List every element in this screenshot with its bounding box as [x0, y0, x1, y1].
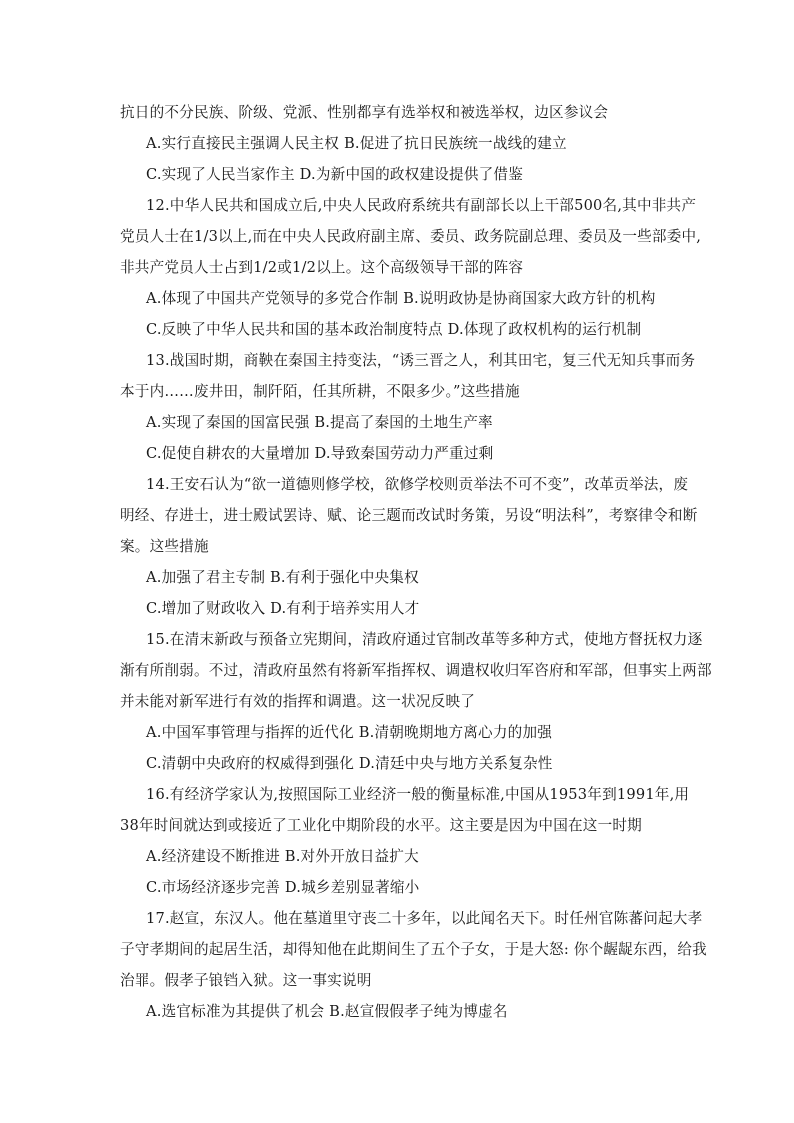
option-line: A.加强了君主专制 B.有利于强化中央集权 [146, 569, 419, 586]
option-line: C.清朝中央政府的权威得到强化 D.清廷中央与地方关系复杂性 [146, 755, 553, 772]
option-line: C.实现了人民当家作主 D.为新中国的政权建设提供了借鉴 [146, 166, 524, 183]
text-line: 治罪。假孝子锒铛入狱。这一事实说明 [120, 972, 372, 989]
text-line: 38年时间就达到或接近了工业化中期阶段的水平。这主要是因为中国在这一时期 [120, 817, 642, 834]
question-17-line: 17.赵宣，东汉人。他在墓道里守丧二十多年，以此闻名天下。时任州官陈蕃问起大孝 [146, 910, 703, 927]
question-12-line: 12.中华人民共和国成立后,中央人民政府系统共有副部长以上干部500名,其中非共产 [146, 197, 697, 214]
option-line: A.中国军事管理与指挥的近代化 B.清朝晚期地方离心力的加强 [146, 724, 553, 741]
text-line: 渐有所削弱。不过，清政府虽然有将新军指挥权、调遣权收归军咨府和军部，但事实上两部 [120, 662, 712, 679]
option-line: C.促使自耕农的大量增加 D.导致秦国劳动力严重过剩 [146, 445, 494, 462]
text-line: 明经、存进士，进士殿试罢诗、赋、论三题而改试时务策，另设“明法科”，考察律令和断 [120, 507, 698, 524]
option-line: A.体现了中国共产党领导的多党合作制 B.说明政协是协商国家大政方针的机构 [146, 290, 656, 307]
text-line: 党员人士在1/3以上,而在中央人民政府副主席、委员、政务院副总理、委员及一些部委中, [120, 228, 702, 245]
text-line: 本于内……废井田，制阡陌，任其所耕，不限多少。”这些措施 [120, 383, 520, 400]
question-16-line: 16.有经济学家认为,按照国际工业经济一般的衡量标准,中国从1953年到1991年,用 [146, 786, 690, 803]
option-line: C.市场经济逐步完善 D.城乡差别显著缩小 [146, 879, 420, 896]
option-line: C.反映了中华人民共和国的基本政治制度特点 D.体现了政权机构的运行机制 [146, 321, 642, 338]
text-line: 案。这些措施 [120, 538, 209, 555]
option-line: C.增加了财政收入 D.有利于培养实用人才 [146, 600, 420, 617]
text-line: 抗日的不分民族、阶级、党派、性别都享有选举权和被选举权，边区参议会 [120, 104, 609, 121]
option-line: A.实行直接民主强调人民主权 B.促进了抗日民族统一战线的建立 [146, 135, 567, 152]
text-line: 子守孝期间的起居生活，却得知他在此期间生了五个子女，于是大怒: 你个龌龊东西，给我 [120, 941, 707, 958]
question-15-line: 15.在清末新政与预备立宪期间，清政府通过官制改革等多种方式，使地方督抚权力逐 [146, 631, 703, 648]
text-line: 非共产党员人士占到1/2或1/2以上。这个高级领导干部的阵容 [120, 259, 524, 276]
option-line: A.经济建设不断推进 B.对外开放日益扩大 [146, 848, 419, 865]
question-14-line: 14.王安石认为“欲一道德则修学校，欲修学校则贡举法不可不变”，改革贡举法，废 [146, 476, 689, 493]
option-line: A.实现了秦国的国富民强 B.提高了秦国的土地生产率 [146, 414, 493, 431]
option-line: A.选官标准为其提供了机会 B.赵宣假假孝子纯为博虚名 [146, 1003, 508, 1020]
question-13-line: 13.战国时期，商鞅在秦国主持变法，“诱三晋之人，利其田宅，复三代无知兵事而务 [146, 352, 696, 369]
text-line: 并未能对新军进行有效的指挥和调遣。这一状况反映了 [120, 693, 476, 710]
